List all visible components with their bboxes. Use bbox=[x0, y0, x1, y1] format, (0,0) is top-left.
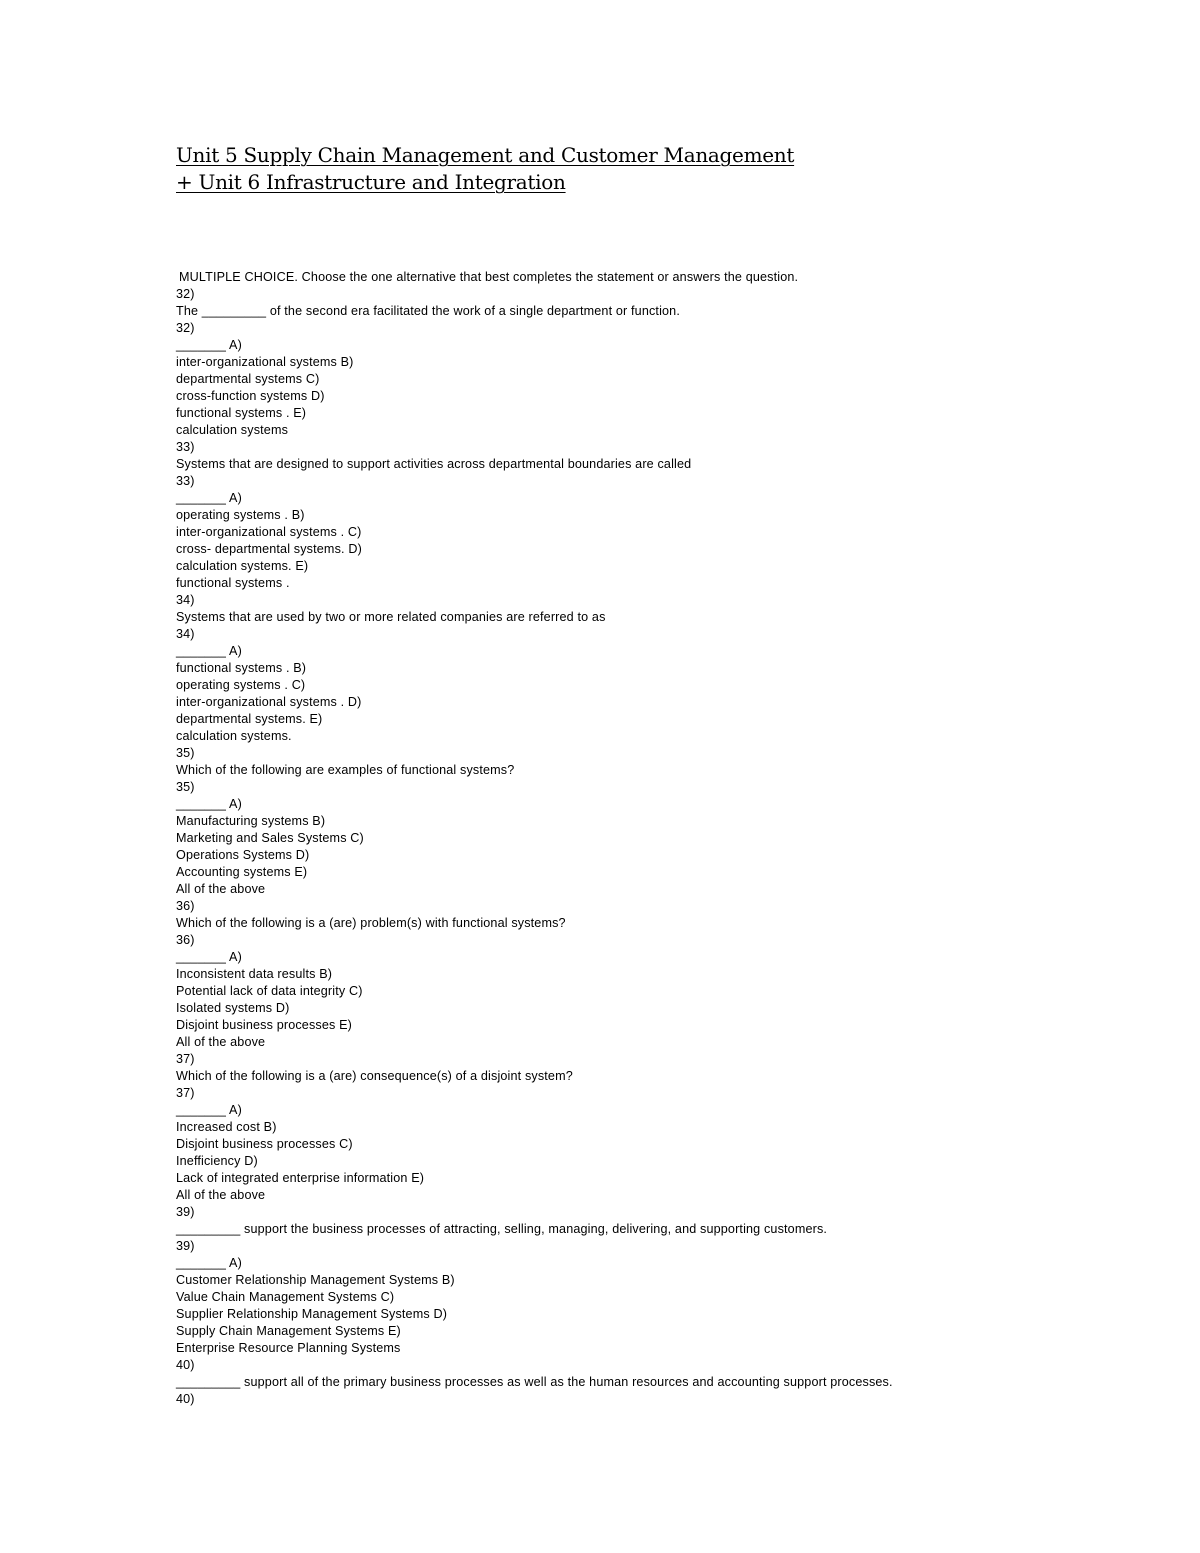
answer-option: inter-organizational systems B) bbox=[176, 355, 354, 369]
question-text: All of the above bbox=[176, 1188, 266, 1202]
question-list bbox=[176, 269, 1166, 1408]
question-number: 39) bbox=[176, 1205, 195, 1219]
answer-option: operating systems . B) bbox=[176, 508, 305, 522]
question-number: 32) bbox=[176, 287, 195, 301]
question-number: 40) bbox=[176, 1358, 195, 1372]
answer-option: calculation systems. E) bbox=[176, 559, 309, 573]
question-text: _________ support all of the primary business processes as well as the human resources and accounting support processes. bbox=[176, 1375, 893, 1389]
answer-option: inter-organizational systems . D) bbox=[176, 695, 362, 709]
answer-option: departmental systems. E) bbox=[176, 712, 323, 726]
answer-option: Disjoint business processes E) bbox=[176, 1018, 352, 1032]
title-line-1: Unit 5 Supply Chain Management and Customer Management bbox=[176, 143, 795, 167]
question-number: 33) bbox=[176, 440, 195, 454]
question-text: Systems that are used by two or more related companies are referred to as bbox=[176, 610, 606, 624]
answer-option: functional systems . E) bbox=[176, 406, 307, 420]
answer-option: Inconsistent data results B) bbox=[176, 967, 333, 981]
instructions: MULTIPLE CHOICE. Choose the one alternative that best completes the statement or answers the question. bbox=[179, 270, 799, 284]
answer-option: departmental systems C) bbox=[176, 372, 320, 386]
question-text: _________ support the business processes of attracting, selling, managing, delivering, and supporting customers. bbox=[176, 1222, 828, 1236]
question-text: The _________ of the second era facilitated the work of a single department or function. bbox=[176, 304, 680, 318]
answer-blank: _______ A) bbox=[176, 644, 242, 658]
question-number: 35) bbox=[176, 746, 195, 760]
answer-option: Supplier Relationship Management Systems D) bbox=[176, 1307, 448, 1321]
answer-option: Lack of integrated enterprise information E) bbox=[176, 1171, 425, 1185]
question-text: functional systems . bbox=[176, 576, 290, 590]
answer-option: operating systems . C) bbox=[176, 678, 306, 692]
answer-option: Manufacturing systems B) bbox=[176, 814, 326, 828]
answer-blank: _______ A) bbox=[176, 338, 242, 352]
answer-option: cross-function systems D) bbox=[176, 389, 325, 403]
answer-option: Potential lack of data integrity C) bbox=[176, 984, 363, 998]
page-title bbox=[176, 142, 794, 196]
answer-blank: _______ A) bbox=[176, 1103, 242, 1117]
answer-option: inter-organizational systems . C) bbox=[176, 525, 362, 539]
question-text: Which of the following is a (are) problem(s) with functional systems? bbox=[176, 916, 566, 930]
answer-blank: _______ A) bbox=[176, 950, 242, 964]
question-text: Enterprise Resource Planning Systems bbox=[176, 1341, 401, 1355]
answer-option: functional systems . B) bbox=[176, 661, 307, 675]
answer-option: Value Chain Management Systems C) bbox=[176, 1290, 395, 1304]
question-number: 36) bbox=[176, 899, 195, 913]
question-number: 34) bbox=[176, 593, 195, 607]
question-text: All of the above bbox=[176, 1035, 266, 1049]
question-number: 36) bbox=[176, 933, 195, 947]
answer-option: Supply Chain Management Systems E) bbox=[176, 1324, 401, 1338]
question-number: 33) bbox=[176, 474, 195, 488]
answer-option: Increased cost B) bbox=[176, 1120, 277, 1134]
answer-blank: _______ A) bbox=[176, 797, 242, 811]
title-line-2: + Unit 6 Infrastructure and Integration bbox=[176, 170, 566, 194]
answer-option: Marketing and Sales Systems C) bbox=[176, 831, 364, 845]
answer-option: Operations Systems D) bbox=[176, 848, 310, 862]
question-number: 37) bbox=[176, 1052, 195, 1066]
question-text: calculation systems bbox=[176, 423, 289, 437]
question-text: Which of the following are examples of functional systems? bbox=[176, 763, 515, 777]
answer-option: Customer Relationship Management Systems B) bbox=[176, 1273, 455, 1287]
question-text: calculation systems. bbox=[176, 729, 292, 743]
question-number: 40) bbox=[176, 1392, 195, 1406]
question-number: 37) bbox=[176, 1086, 195, 1100]
question-text: Which of the following is a (are) consequence(s) of a disjoint system? bbox=[176, 1069, 573, 1083]
question-number: 32) bbox=[176, 321, 195, 335]
question-number: 39) bbox=[176, 1239, 195, 1253]
answer-option: cross- departmental systems. D) bbox=[176, 542, 362, 556]
question-number: 34) bbox=[176, 627, 195, 641]
answer-option: Isolated systems D) bbox=[176, 1001, 290, 1015]
answer-blank: _______ A) bbox=[176, 1256, 242, 1270]
question-text: Systems that are designed to support activities across departmental boundaries are called bbox=[176, 457, 692, 471]
answer-option: Disjoint business processes C) bbox=[176, 1137, 353, 1151]
answer-blank: _______ A) bbox=[176, 491, 242, 505]
answer-option: Inefficiency D) bbox=[176, 1154, 258, 1168]
answer-option: Accounting systems E) bbox=[176, 865, 308, 879]
question-number: 35) bbox=[176, 780, 195, 794]
question-text: All of the above bbox=[176, 882, 266, 896]
